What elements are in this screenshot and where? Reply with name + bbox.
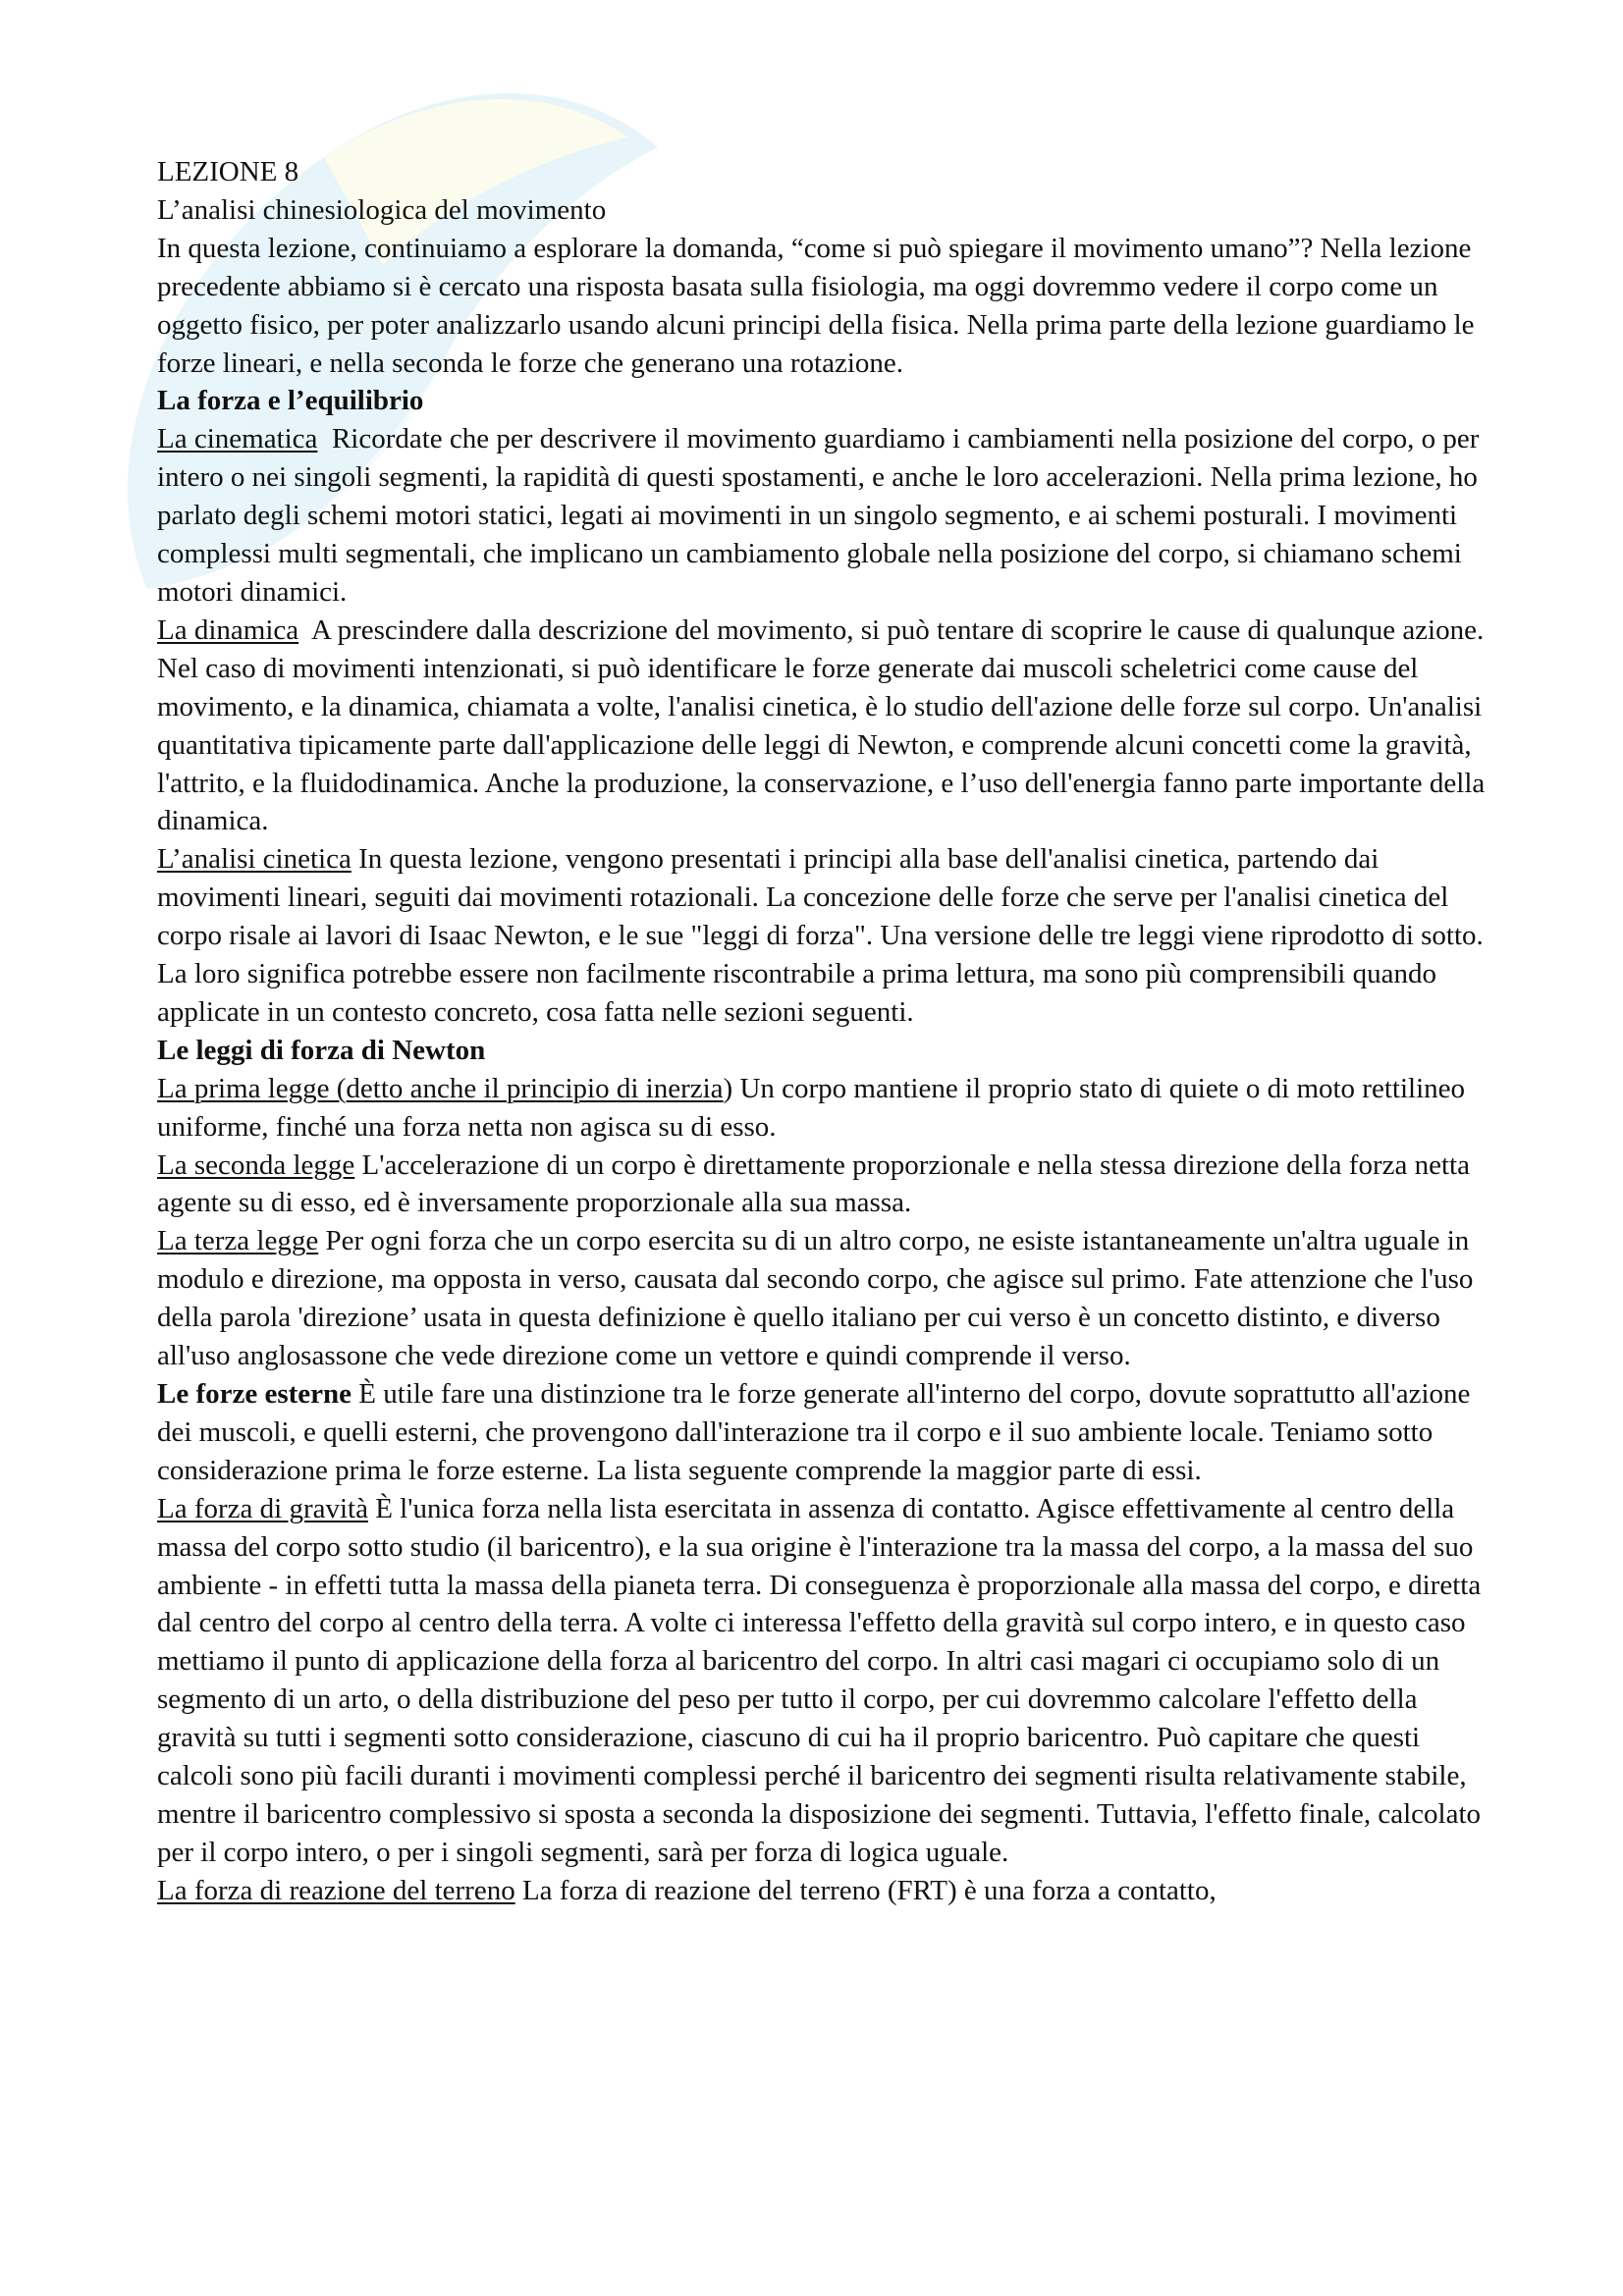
term-cinematica: La cinematica (157, 423, 318, 455)
lesson-number: LEZIONE 8 (157, 156, 299, 187)
term-analisi-cinetica: L’analisi cinetica (157, 843, 352, 876)
paragraph-seconda-legge (157, 1147, 1492, 1223)
document-page (157, 153, 1492, 1910)
text-cinematica: Ricordate che per descrivere il movimento guardiamo i cambiamenti nella posizione del corpo, o per intero o nei singoli segmenti, la rapidità di questi spostamenti, e anche le loro accelerazioni. Nella prima lezione, ho parlato degli schemi motori statici, legati ai movimenti in un singolo segmento, e ai schemi posturali. I movimenti complessi multi segmentali, che implicano un cambiamento globale nella posizione del corpo, si chiamano schemi motori dinamici. (157, 423, 1487, 608)
text-analisi-cinetica: In questa lezione, vengono presentati i principi alla base dell'analisi cinetica, partendo dai movimenti lineari, seguiti dai movimenti rotazionali. La concezione delle forze che serve per l'analisi cinetica del corpo risale ai lavori di Isaac Newton, e le sue "leggi di forza". Una versione delle tre leggi viene riprodotto di sotto. La loro significa potrebbe essere non facilmente riscontrabile a prima lettura, ma sono più comprensibili quando applicate in un contesto concreto, cosa fatta nelle sezioni seguenti. (157, 843, 1484, 1028)
section-heading-forze-esterne: Le forze esterne (157, 1378, 352, 1410)
text-forze-esterne: È utile fare una distinzione tra le forze generate all'interno del corpo, dovute soprattutto all'azione dei muscoli, e quelli esterni, che provengono dall'interazione tra il corpo e il suo ambiente locale. Teniamo sotto considerazione prima le forze esterne. La lista seguente comprende la maggior parte di essi. (157, 1378, 1471, 1486)
term-terza-legge: La terza legge (157, 1225, 319, 1257)
paragraph-reazione-terreno (157, 1872, 1492, 1910)
intro-paragraph: In questa lezione, continuiamo a esplorare la domanda, “come si può spiegare il movimento umano”? Nella lezione precedente abbiamo si è cercato una risposta basata sulla fisiologia, ma oggi dovremmo vedere il corpo come un oggetto fisico, per poter analizzarlo usando alcuni principi della fisica. Nella prima parte della lezione guardiamo le forze lineari, e nella seconda le forze che generano una rotazione. (157, 232, 1475, 379)
text-prima-legge: ) Un corpo mantiene il proprio stato di quiete o di moto rettilineo uniforme, finché una forza netta non agisca su di esso. (157, 1072, 1465, 1143)
text-reazione-terreno: La forza di reazione del terreno (FRT) è una forza a contatto, (514, 1874, 1217, 1906)
term-forza-gravita: La forza di gravità (157, 1492, 368, 1524)
text-seconda-legge: L'accelerazione di un corpo è direttamente proporzionale e nella stessa direzione della forza netta agente su di esso, ed è inversamente proporzionale alla sua massa. (157, 1148, 1470, 1219)
text-dinamica: A prescindere dalla descrizione del movimento, si può tentare di scoprire le cause di qualunque azione. Nel caso di movimenti intenzionati, si può identificare le forze generate dai muscoli scheletrici come cause del movimento, e la dinamica, chiamata a volte, l'analisi cinetica, è lo studio dell'azione delle forze sul corpo. Un'analisi quantitativa tipicamente parte dall'applicazione delle leggi di Newton, e comprende alcuni concetti come la gravità, l'attrito, e la fluidodinamica. Anche la produzione, la conservazione, e l’uso dell'energia fanno parte importante della dinamica. (157, 614, 1492, 837)
lesson-title: L’analisi chinesiologica del movimento (157, 193, 607, 226)
paragraph-terza-legge (157, 1222, 1492, 1375)
paragraph-cinematica (157, 420, 1492, 612)
section-heading-leggi-newton: Le leggi di forza di Newton (157, 1034, 486, 1066)
section-heading-forza-equilibrio: La forza e l’equilibrio (157, 385, 424, 417)
term-dinamica: La dinamica (157, 614, 299, 646)
text-forza-gravita: È l'unica forza nella lista esercitata in assenza di contatto. Agisce effettivamente al centro della massa del corpo sotto studio (il baricentro), e la sua origine è l'interazione tra la massa del corpo, a la massa del suo ambiente - in effetti tutta la massa della pianeta terra. Di conseguenza è proporzionale alla massa del corpo, e diretta dal centro del corpo al centro della terra. A volte ci interessa l'effetto della gravità sul corpo intero, e in questo caso mettiamo il punto di applicazione della forza al baricentro del corpo. In altri casi magari ci occupiamo solo di un segmento di un arto, o della distribuzione del peso per tutto il corpo, per cui dovremmo calcolare l'effetto della gravità su tutti i segmenti sotto considerazione, ciascuno di cui ha il proprio baricentro. Può capitare che questi calcoli sono più facili duranti i movimenti complessi perché il baricentro dei segmenti risulta relativamente stabile, mentre il baricentro complessivo si sposta a seconda la disposizione dei segmenti. Tuttavia, l'effetto finale, calcolato per il corpo intero, o per i singoli segmenti, sarà per forza di logica uguale. (157, 1492, 1482, 1868)
paragraph-prima-legge (157, 1070, 1492, 1147)
paragraph-dinamica (157, 612, 1492, 840)
paragraph-analisi-cinetica (157, 840, 1492, 1032)
paragraph-forza-gravita (157, 1490, 1492, 1872)
term-seconda-legge: La seconda legge (157, 1148, 355, 1181)
term-prima-legge: La prima legge (detto anche il principio di inerzia (157, 1072, 724, 1104)
paragraph-forze-esterne (157, 1375, 1492, 1490)
text-terza-legge: Per ogni forza che un corpo esercita su di un altro corpo, ne esiste istantaneamente un'altra uguale in modulo e direzione, ma opposta in verso, causata dal secondo corpo, che agisce sul primo. Fate attenzione che l'uso della parola 'direzione’ usata in questa definizione è quello italiano per cui verso è un concetto distinto, e diverso all'uso anglosassone che vede direzione come un vettore e quindi comprende il verso. (157, 1225, 1474, 1372)
term-reazione-terreno: La forza di reazione del terreno (157, 1874, 515, 1906)
